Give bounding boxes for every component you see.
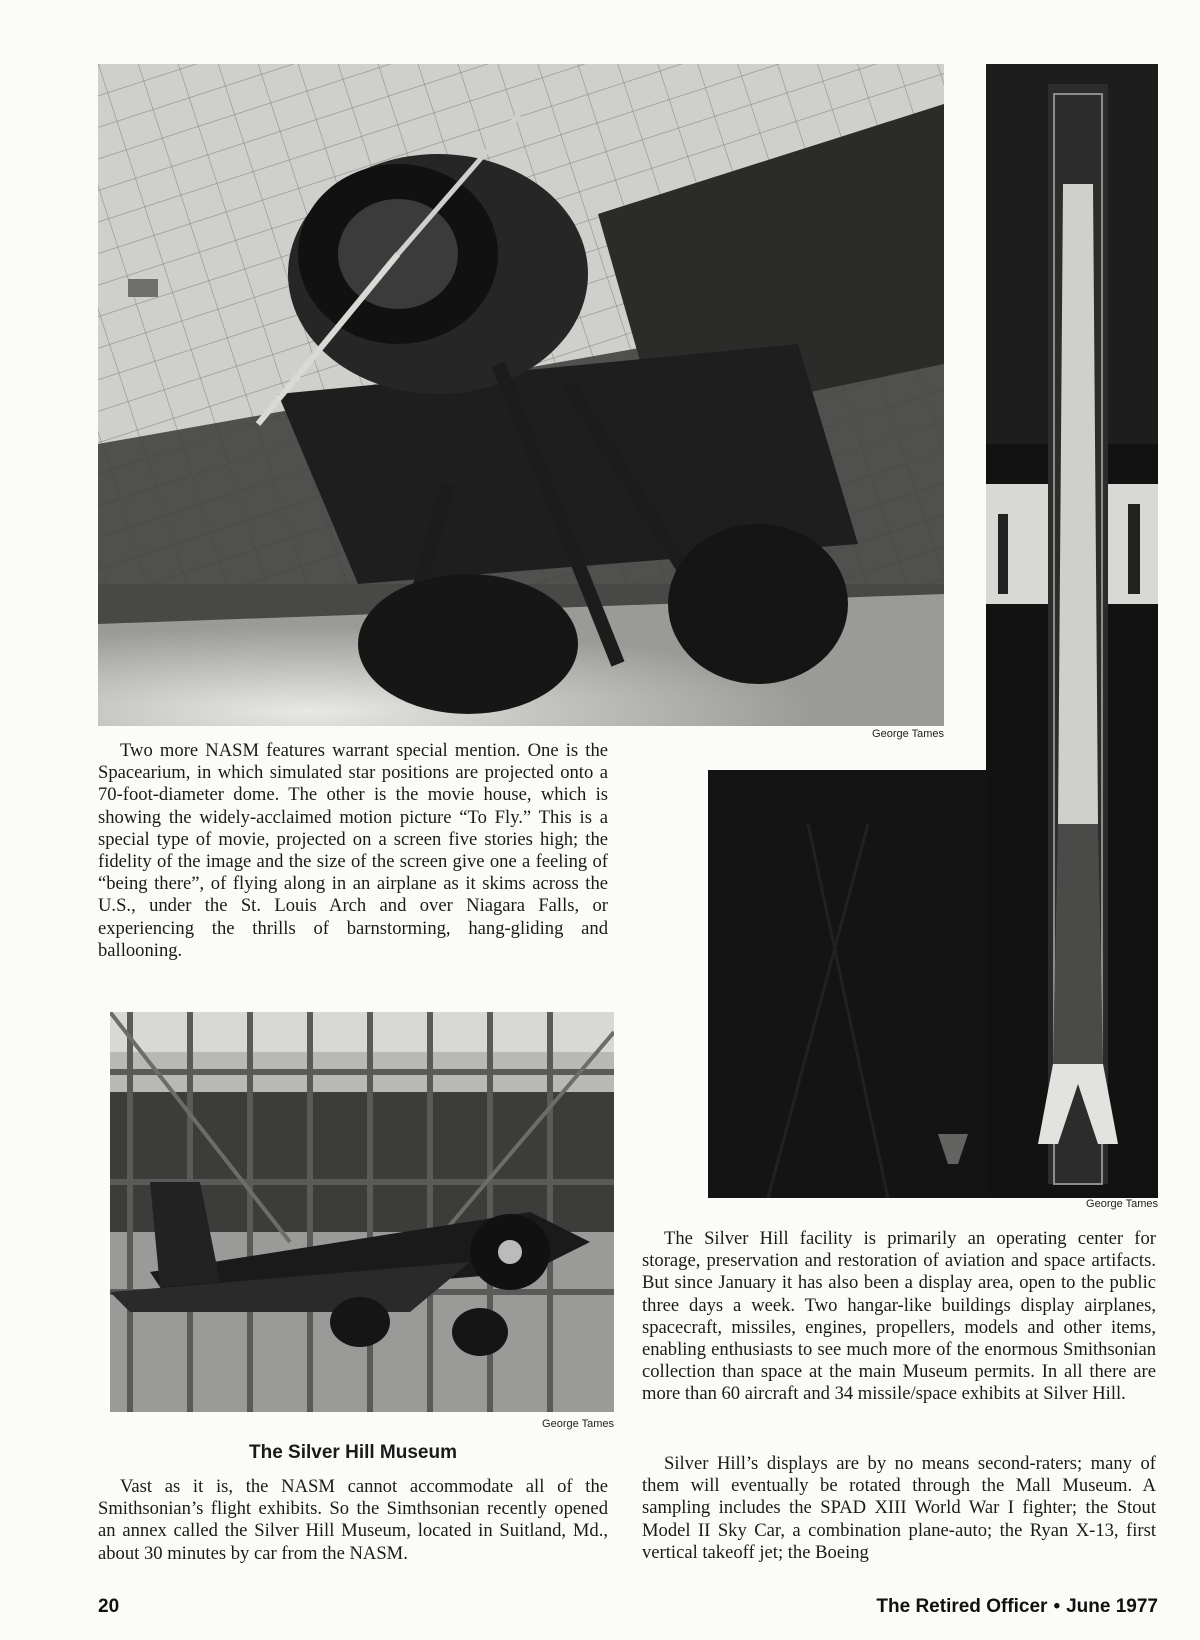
page-number: 20 bbox=[98, 1596, 120, 1617]
section-heading: The Silver Hill Museum bbox=[249, 1442, 457, 1463]
rocket-photo-credit: George Tames bbox=[1086, 1198, 1158, 1210]
running-footer bbox=[876, 1596, 1158, 1618]
issue-date: June 1977 bbox=[1066, 1596, 1158, 1617]
article-paragraph-displays: Silver Hill’s displays are by no means second-raters; many of them will eventually be rotated through the Mall Museum. A sampling includes the SPAD XIII World War I fighter; the Stout Model II Sky Car, a combination plane-auto; the Ryan X-13, first vertical takeoff jet; the Boeing bbox=[642, 1453, 1156, 1563]
silver-hill-plane-photo bbox=[110, 1012, 614, 1412]
airplane-photo bbox=[98, 64, 944, 726]
publication-name: The Retired Officer bbox=[876, 1596, 1048, 1617]
silver-hill-photo-credit: George Tames bbox=[542, 1418, 614, 1430]
article-paragraph-spacearium: Two more NASM features warrant special mention. One is the Spacearium, in which simulated star positions are projected onto a 70-foot-diameter dome. The other is the movie house, which is showing the widely-acclaimed motion picture “To Fly.” This is a special type of movie, projected on a screen five stories high; the fidelity of the image and the size of the screen give one a feeling of “being there”, of flying along in an airplane as it skims across the U.S., under the St. Louis Arch and over Niagara Falls, or experiencing the thrills of barnstorming, hang-gliding and ballooning. bbox=[98, 740, 608, 961]
airplane-photo-credit: George Tames bbox=[872, 728, 944, 740]
article-paragraph-silver-hill-facility: The Silver Hill facility is primarily an operating center for storage, preservation and restoration of aviation and space artifacts. But since January it has also been a display area, open to the public three days a week. Two hangar-like buildings display airplanes, spacecraft, missiles, engines, propellers, models and other items, enabling enthusiasts to see much more of the enormous Smithsonian collection than space at the main Museum permits. In all there are more than 60 aircraft and 34 missile/space exhibits at Silver Hill. bbox=[642, 1228, 1156, 1405]
footer-separator: • bbox=[1053, 1596, 1061, 1617]
article-paragraph-annex: Vast as it is, the NASM cannot accommodate all of the Smithsonian’s flight exhibits. So the Simthsonian recently opened an annex called the Silver Hill Museum, located in Suitland, Md., about 30 minutes by car from the NASM. bbox=[98, 1476, 608, 1564]
